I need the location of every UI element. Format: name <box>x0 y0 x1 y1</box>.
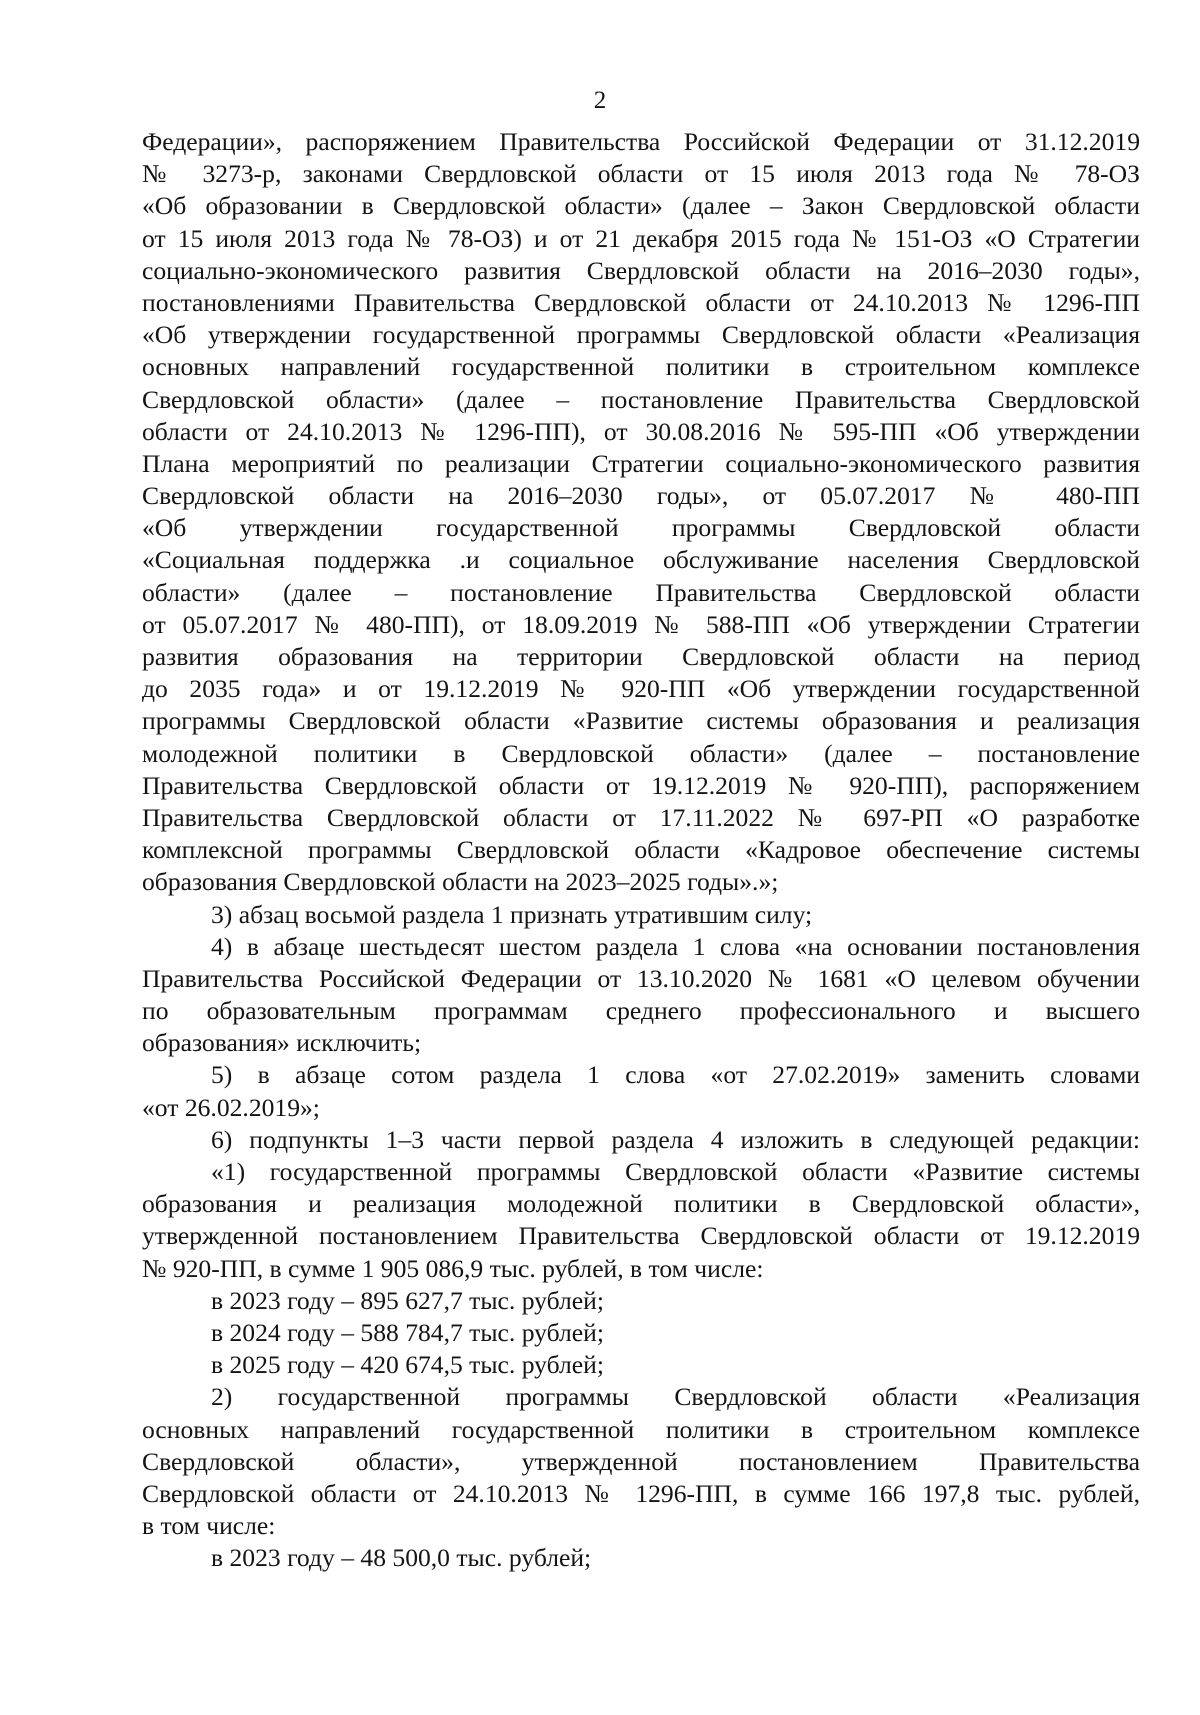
text-line: утвержденной постановлением Правительства Свердловской области от 19.12.2019 <box>142 1221 1140 1251</box>
text-line: Свердловской области на 2016–2030 годы», от 05.07.2017 № 480-ПП <box>142 481 1140 511</box>
text-line: от 15 июля 2013 года № 78-ОЗ) и от 21 декабря 2015 года № 151-ОЗ «О Стратегии <box>142 223 1140 253</box>
text-line: области» (далее – постановление Правительства Свердловской области <box>142 577 1140 607</box>
text-line: «Социальная поддержка .и социальное обслуживание населения Свердловской <box>142 545 1140 575</box>
text-line: развития образования на территории Свердловской области на период <box>142 642 1140 671</box>
text-line: Правительства Российской Федерации от 13.10.2020 № 1681 «О целевом обучении <box>142 963 1140 993</box>
text-line: по образовательным программам среднего профессионального и высшего <box>142 996 1140 1026</box>
text-line: «от 26.02.2019»; <box>142 1092 320 1122</box>
text-line: области от 24.10.2013 № 1296-ПП), от 30.08.2016 № 595-ПП «Об утверждении <box>142 416 1140 446</box>
text-line: № 3273-р, законами Свердловской области от 15 июля 2013 года № 78-ОЗ <box>142 159 1140 189</box>
text-line: «Об образовании в Свердловской области» (далее – Закон Свердловской области <box>142 191 1140 221</box>
text-line: программы Свердловской области «Развитие системы образования и реализация <box>142 706 1140 736</box>
text-line: социально-экономического развития Свердловской области на 2016–2030 годы», <box>142 255 1140 285</box>
text-line: основных направлений государственной политики в строительном комплексе <box>142 352 1140 382</box>
text-line: в том числе: <box>142 1511 276 1541</box>
text-line: в 2023 году – 48 500,0 тыс. рублей; <box>211 1543 592 1573</box>
text-line: Правительства Свердловской области от 17.11.2022 № 697-РП «О разработке <box>142 802 1140 832</box>
text-line: 5) в абзаце сотом раздела 1 слова «от 27.02.2019» заменить словами <box>211 1060 1140 1090</box>
text-line: «Об утверждении государственной программы Свердловской области <box>142 513 1140 543</box>
text-line: образования Свердловской области на 2023–2025 годы».»; <box>142 867 779 897</box>
text-line: в 2023 году – 895 627,7 тыс. рублей; <box>211 1285 604 1315</box>
text-line: 2) государственной программы Свердловской области «Реализация <box>211 1382 1140 1412</box>
text-line: Правительства Свердловской области от 19.12.2019 № 920-ПП), распоряжением <box>142 770 1140 800</box>
text-line: 3) абзац восьмой раздела 1 признать утратившим силу; <box>211 899 813 929</box>
text-line: Федерации», распоряжением Правительства Российской Федерации от 31.12.2019 <box>142 127 1140 156</box>
text-line: 4) в абзаце шестьдесят шестом раздела 1 слова «на основании постановления <box>211 931 1140 961</box>
text-line: 6) подпункты 1–3 части первой раздела 4 изложить в следующей редакции: <box>211 1124 1140 1154</box>
text-line: Плана мероприятий по реализации Стратегии социально-экономического развития <box>142 448 1140 478</box>
text-line: до 2035 года» и от 19.12.2019 № 920-ПП «Об утверждении государственной <box>142 674 1140 704</box>
text-line: комплексной программы Свердловской области «Кадровое обеспечение системы <box>142 835 1140 865</box>
text-line: молодежной политики в Свердловской области» (далее – постановление <box>142 738 1140 768</box>
text-line: в 2024 году – 588 784,7 тыс. рублей; <box>211 1317 604 1347</box>
text-line: «1) государственной программы Свердловской области «Развитие системы <box>211 1157 1140 1186</box>
text-line: постановлениями Правительства Свердловской области от 24.10.2013 № 1296-ПП <box>142 287 1140 317</box>
text-line: Свердловской области», утвержденной постановлением Правительства <box>142 1446 1140 1476</box>
text-line: Свердловской области» (далее – постановление Правительства Свердловской <box>142 384 1140 414</box>
text-line: в 2025 году – 420 674,5 тыс. рублей; <box>211 1350 604 1380</box>
text-line: Свердловской области от 24.10.2013 № 1296-ПП, в сумме 166 197,8 тыс. рублей, <box>142 1478 1140 1508</box>
text-line: основных направлений государственной политики в строительном комплексе <box>142 1414 1140 1444</box>
page-number: 2 <box>593 87 607 114</box>
text-line: «Об утверждении государственной программы Свердловской области «Реализация <box>142 320 1140 350</box>
text-line: образования» исключить; <box>142 1028 422 1058</box>
text-line: образования и реализация молодежной политики в Свердловской области», <box>142 1189 1140 1219</box>
document-body <box>142 126 1140 1574</box>
text-line: № 920-ПП, в сумме 1 905 086,9 тыс. рублей, в том числе: <box>142 1253 764 1283</box>
text-line: от 05.07.2017 № 480-ПП), от 18.09.2019 № 588-ПП «Об утверждении Стратегии <box>142 609 1140 639</box>
